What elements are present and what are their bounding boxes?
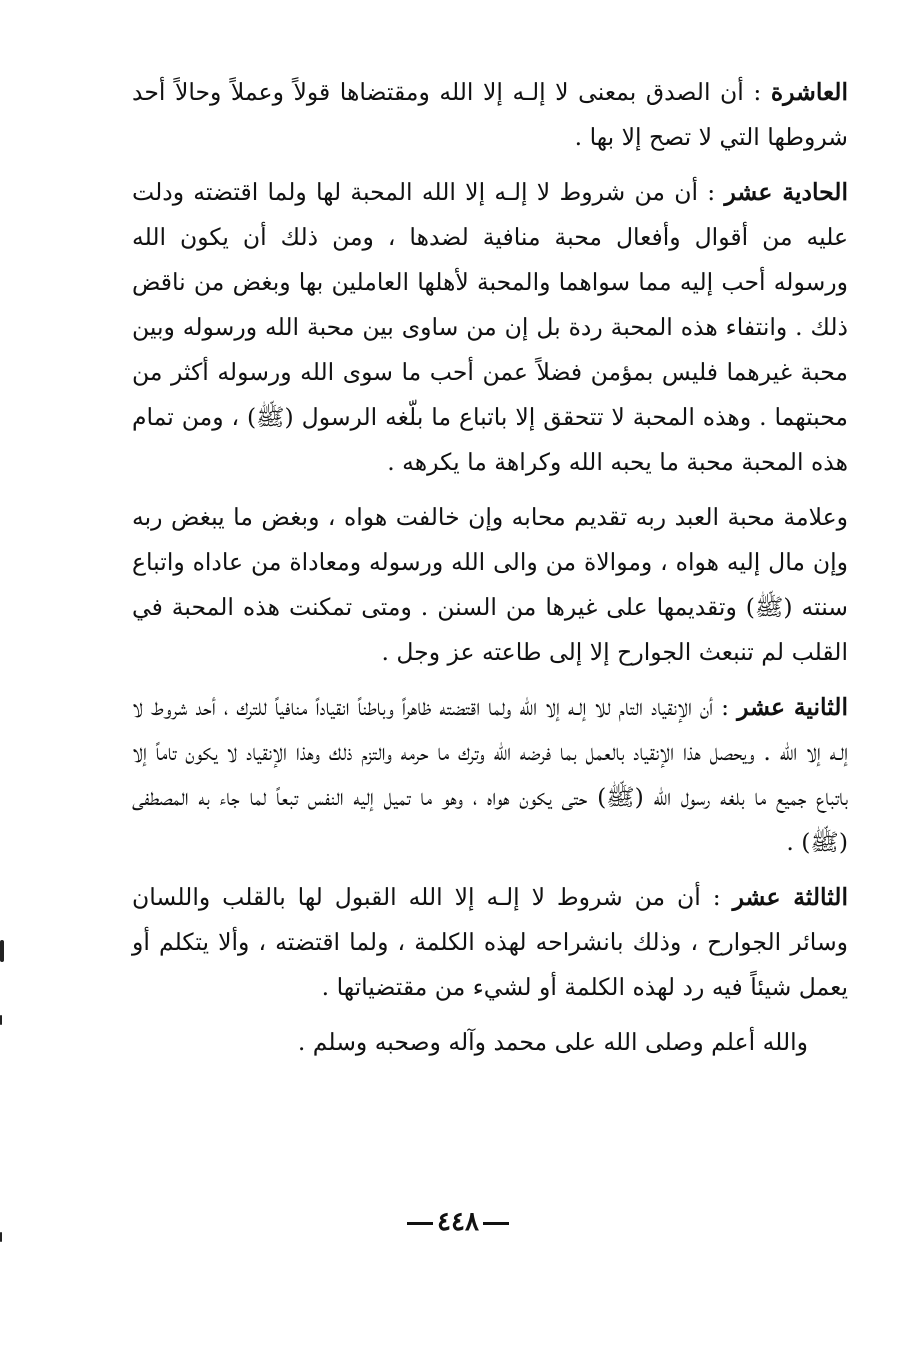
paragraph-lead: الثانية عشر (737, 693, 848, 721)
page-number-text: ٤٤٨ (437, 1207, 479, 1237)
paragraph-text: : أن من شروط لا إلـه إلا الله القبول لها بالقلب واللسان وسائر الجوارح ، وذلك بانشراحه لهذه الكلمة ، ولما اقتضته ، وألا يتكلم أو يعمل شيئاً فيه رد لهذه الكلمة أو لشيء من مقتضياتها . (132, 883, 848, 1001)
paragraph-text: : أن الصدق بمعنى لا إلـه إلا الله ومقتضاها قولاً وعملاً وحالاً أحد شروطها التي لا تصح إلا بها . (132, 78, 848, 151)
paragraph-text: وعلامة محبة العبد ربه تقديم محابه وإن خالفت هواه ، وبغض ما يبغض ربه وإن مال إليه هواه ، وموالاة من والى الله ورسوله ومعاداة من عاداه واتباع سنته (ﷺ) وتقديمها على غيرها من السنن . ومتى تمكنت هذه المحبة في القلب لم تنبعث الجوارح إلا إلى طاعته عز وجل . (132, 503, 848, 666)
paragraph-tenth (132, 70, 848, 160)
paragraph-lead: الثالثة عشر (732, 883, 848, 911)
scan-edge-mark (0, 940, 4, 962)
scan-edge-mark (0, 1015, 2, 1025)
paragraph-text: : أن من شروط لا إلـه إلا الله المحبة لها ولما اقتضته ودلت عليه من أقوال وأفعال محبة منافية لضدها ، ومن ذلك أن يكون الله ورسوله أحب إليه مما سواهما والمحبة لأهلها العاملين بها وبغض من ناقض ذلك . وانتفاء هذه المحبة ردة بل إن من ساوى بين محبة الله ورسوله وبين محبة غيرهما فليس بمؤمن فضلاً عمن أحب ما سوى الله ورسوله أكثر من محبتهما . وهذه المحبة لا تتحقق إلا باتباع ما بلّغه الرسول (ﷺ) ، ومن تمام هذه المحبة محبة ما يحبه الله وكراهة ما يكرهه . (132, 178, 848, 476)
paragraph-lead: الحادية عشر (724, 178, 848, 206)
page-body (132, 70, 848, 1075)
page-number (0, 1207, 916, 1237)
dash-decoration (407, 1222, 433, 1225)
paragraph-eleventh (132, 170, 848, 485)
paragraph-thirteenth (132, 875, 848, 1010)
closing-line: والله أعلم وصلى الله على محمد وآله وصحبه وسلم . (297, 1028, 808, 1056)
paragraph-text: : أن الإنقياد التام للا إلـه إلا الله ولما اقتضته ظاهراً وباطناً انقياداً منافياً للترك ، أحد شروط لا إلـه إلا الله . ويحصل هذا الإنقياد بالعمل بما فرضه الله وترك ما حرمه والتزم ذلك وهذا الإنقياد لا يكون تاماً إلا باتباع جميع ما بلغه رسول الله (ﷺ) حتى يكون هواه ، وهو ما تميل إليه النفس تبعاً لما جاء به المصطفى (ﷺ) . (132, 693, 848, 856)
paragraph-lead: العاشرة (770, 78, 848, 106)
dash-decoration (483, 1222, 509, 1225)
paragraph-love-signs (132, 495, 848, 675)
paragraph-twelfth (132, 685, 848, 865)
scan-edge-mark (0, 1232, 2, 1242)
